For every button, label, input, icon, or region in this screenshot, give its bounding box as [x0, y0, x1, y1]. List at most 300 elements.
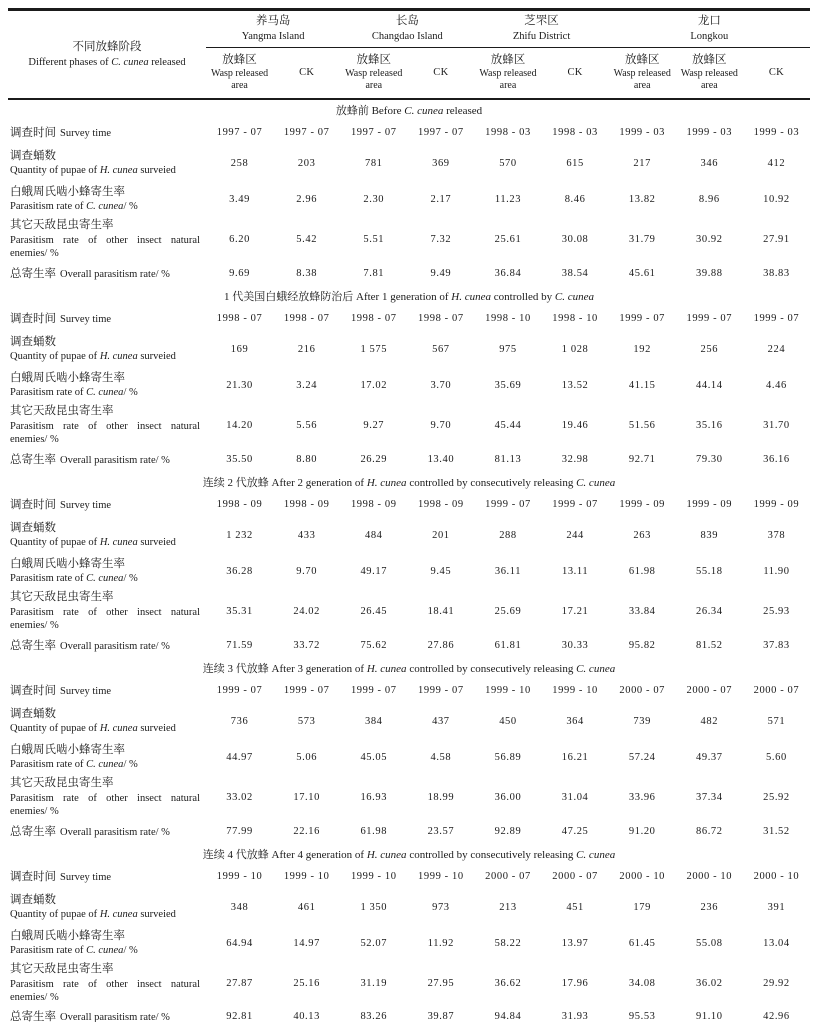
data-cell: 31.19: [360, 977, 388, 989]
data-cell: 38.83: [763, 267, 790, 279]
row-label-zh: 调查时间: [10, 685, 56, 698]
data-cell: 40.13: [293, 1010, 320, 1022]
data-cell: 1998 - 07: [283, 313, 330, 325]
row-label-en: Quantity of pupae of H. cunea surveied: [10, 351, 176, 363]
data-cell: 450: [499, 715, 517, 727]
row-label-en: Parasitism rate of other insect natural enemies/ %: [10, 234, 200, 259]
data-cell: 31.04: [561, 791, 589, 803]
data-cell: 17.96: [561, 977, 589, 989]
data-cell: 22.16: [293, 825, 320, 837]
data-cell: 217: [633, 157, 651, 169]
data-cell: 364: [566, 715, 584, 727]
data-cell: 37.34: [696, 791, 723, 803]
data-cell: 36.00: [494, 791, 522, 803]
data-cell: 32.98: [561, 453, 589, 465]
data-cell: 1998 - 09: [350, 499, 397, 511]
table-row: [8, 447, 810, 471]
row-label-pupae: [8, 889, 206, 925]
data-cell: 10.92: [763, 193, 790, 205]
wasp-area-en: Wasp released area: [345, 68, 403, 92]
data-cell: 484: [364, 529, 383, 541]
row-label-zh: 总寄生率: [10, 453, 56, 466]
row-label-en: Survey time: [60, 500, 112, 512]
table-head: [8, 10, 810, 100]
section-header-row-1: [8, 99, 810, 120]
data-cell: 369: [432, 157, 450, 169]
data-cell: 83.26: [360, 1010, 388, 1022]
data-cell: 55.08: [696, 937, 723, 949]
data-cell: 736: [230, 715, 249, 727]
data-cell: 17.21: [561, 605, 589, 617]
data-cell: 31.70: [763, 419, 790, 431]
data-cell: 203: [297, 157, 316, 169]
data-cell: 1999 - 09: [619, 499, 666, 511]
data-cell: 36.02: [696, 977, 723, 989]
data-cell: 45.61: [628, 267, 656, 279]
data-cell: 25.61: [494, 233, 522, 245]
data-cell: 8.80: [296, 453, 318, 465]
data-cell: 567: [432, 343, 450, 355]
data-cell: 839: [700, 529, 719, 541]
data-cell: 13.97: [561, 937, 589, 949]
data-cell: 71.59: [226, 639, 253, 651]
data-cell: 45.44: [494, 419, 522, 431]
data-cell: 13.04: [763, 937, 790, 949]
col-head-wasp-area-4: [609, 47, 676, 99]
data-cell: 1999 - 10: [418, 871, 464, 883]
col-head-wasp-area-5: [676, 47, 743, 99]
row-label-en: Parasitism rate of C. cunea/ %: [10, 945, 138, 957]
data-cell: 25.93: [763, 605, 790, 617]
data-cell: 975: [499, 343, 517, 355]
data-cell: 35.31: [226, 605, 253, 617]
row-label-en: Overall parasitism rate/ %: [60, 640, 170, 652]
data-cell: 36.16: [763, 453, 790, 465]
col-head-wasp-area-2: [340, 47, 407, 99]
data-cell: 570: [499, 157, 517, 169]
section-header-row-2: [8, 285, 810, 306]
data-cell: 5.06: [296, 751, 318, 763]
data-cell: 1999 - 07: [753, 313, 800, 325]
row-label-zh: 总寄生率: [10, 267, 56, 280]
data-cell: 64.94: [226, 937, 253, 949]
data-cell: 36.62: [494, 977, 522, 989]
row-label-en: Parasitism rate of C. cunea/ %: [10, 387, 138, 399]
location-zh: 芝罘区: [524, 15, 559, 27]
data-cell: 179: [633, 901, 651, 913]
data-cell: 1999 - 07: [283, 685, 330, 697]
data-cell: 14.20: [226, 419, 253, 431]
table-body: [8, 99, 810, 1022]
data-cell: 573: [297, 715, 316, 727]
row-label-zh: 白蛾周氏啮小蜂寄生率: [10, 743, 125, 756]
row-label-en: Survey time: [60, 872, 112, 884]
col-head-wasp-area-3: [474, 47, 541, 99]
data-cell: 77.99: [226, 825, 253, 837]
data-cell: 169: [230, 343, 249, 355]
data-cell: 29.92: [763, 977, 790, 989]
data-cell: 26.29: [360, 453, 388, 465]
table-row: [8, 331, 810, 367]
data-cell: 56.89: [494, 751, 522, 763]
data-cell: 378: [767, 529, 786, 541]
data-cell: 16.93: [360, 791, 388, 803]
section-header: 连续 3 代放蜂 After 3 generation of H. cunea controlled by consecutively releasing C. cunea: [202, 662, 616, 675]
row-label-overall-rate: [8, 447, 206, 471]
location-zh: 长岛: [395, 15, 419, 27]
row-label-en: Quantity of pupae of H. cunea surveied: [10, 537, 176, 549]
data-cell: 49.17: [360, 565, 388, 577]
data-cell: 1 028: [561, 343, 589, 355]
data-cell: 1999 - 07: [686, 313, 733, 325]
table-row: [8, 553, 810, 589]
data-cell: 9.45: [430, 565, 452, 577]
data-cell: 8.96: [698, 193, 720, 205]
data-cell: 95.82: [628, 639, 656, 651]
data-cell: 346: [700, 157, 719, 169]
data-cell: 615: [566, 157, 584, 169]
row-label-zh: 其它天敌昆虫寄生率: [10, 963, 114, 976]
data-cell: 1999 - 03: [686, 127, 733, 139]
data-cell: 7.32: [430, 233, 452, 245]
row-label-zh: 白蛾周氏啮小蜂寄生率: [10, 371, 125, 384]
data-cell: 30.08: [561, 233, 589, 245]
data-cell: 461: [297, 901, 316, 913]
data-cell: 1 232: [226, 529, 253, 541]
data-cell: 27.87: [226, 977, 253, 989]
data-cell: 81.13: [494, 453, 522, 465]
data-cell: 61.98: [360, 825, 388, 837]
wasp-area-zh: 放蜂区: [490, 53, 526, 66]
data-cell: 36.84: [494, 267, 522, 279]
data-cell: 1997 - 07: [283, 127, 330, 139]
wasp-area-en: Wasp released area: [613, 68, 671, 92]
data-cell: 8.38: [296, 267, 318, 279]
data-cell: 61.81: [494, 639, 522, 651]
row-label-survey-time: [8, 306, 206, 331]
location-header-changdao-island: [340, 10, 474, 48]
row-label-survey-time: [8, 492, 206, 517]
row-label-zh: 调查时间: [10, 313, 56, 326]
data-cell: 258: [230, 157, 249, 169]
table-row: [8, 925, 810, 961]
data-cell: 11.92: [427, 937, 454, 949]
table-row: [8, 678, 810, 703]
data-cell: 216: [297, 343, 316, 355]
data-cell: 79.30: [696, 453, 723, 465]
data-cell: 51.56: [628, 419, 656, 431]
row-label-ccunea-rate: [8, 181, 206, 217]
col-head-ck-2: CK: [407, 47, 474, 99]
row-label-en: Survey time: [60, 128, 112, 140]
data-cell: 2000 - 07: [686, 685, 733, 697]
data-cell: 384: [364, 715, 383, 727]
data-cell: 36.11: [494, 565, 522, 577]
data-cell: 91.10: [696, 1010, 723, 1022]
location-en: Zhifu District: [512, 30, 571, 42]
data-cell: 2.96: [296, 193, 318, 205]
data-cell: 571: [767, 715, 786, 727]
location-header-zhifu-district: [474, 10, 608, 48]
data-cell: 1999 - 10: [485, 685, 531, 697]
table-row: [8, 961, 810, 1005]
row-header-en: Different phases of C. cunea released: [28, 56, 186, 68]
data-cell: 192: [633, 343, 651, 355]
location-en: Changdao Island: [371, 30, 443, 42]
row-label-en: Parasitism rate of C. cunea/ %: [10, 201, 138, 213]
data-cell: 1999 - 10: [216, 871, 263, 883]
data-cell: 61.45: [628, 937, 656, 949]
row-label-zh: 调查蛹数: [10, 707, 56, 720]
row-label-zh: 其它天敌昆虫寄生率: [10, 405, 114, 418]
section-header-row-4: [8, 657, 810, 678]
data-cell: 1999 - 03: [753, 127, 800, 139]
table-row: [8, 703, 810, 739]
data-cell: 1999 - 03: [619, 127, 666, 139]
data-cell: 9.70: [430, 419, 452, 431]
data-cell: 35.16: [696, 419, 723, 431]
table-row: [8, 633, 810, 657]
data-cell: 1999 - 10: [283, 871, 330, 883]
data-cell: 1999 - 10: [350, 871, 397, 883]
data-cell: 1998 - 03: [552, 127, 598, 139]
table-row: [8, 217, 810, 261]
table-row: [8, 306, 810, 331]
data-cell: 236: [700, 901, 719, 913]
data-cell: 27.86: [427, 639, 455, 651]
row-label-survey-time: [8, 864, 206, 889]
row-label-en: Survey time: [60, 686, 112, 698]
section-header: 连续 4 代放蜂 After 4 generation of H. cunea controlled by consecutively releasing C. cunea: [202, 848, 616, 861]
parasitism-table: [8, 8, 810, 1022]
data-cell: 1999 - 07: [485, 499, 531, 511]
data-cell: 36.28: [226, 565, 253, 577]
data-cell: 47.25: [561, 825, 589, 837]
data-cell: 739: [633, 715, 651, 727]
row-label-survey-time: [8, 678, 206, 703]
data-cell: 92.89: [494, 825, 522, 837]
row-label-other-rate: [8, 403, 206, 447]
data-cell: 35.50: [226, 453, 253, 465]
row-label-overall-rate: [8, 633, 206, 657]
row-label-zh: 调查时间: [10, 871, 56, 884]
data-cell: 5.42: [296, 233, 318, 245]
col-head-ck-3: CK: [542, 47, 609, 99]
data-cell: 224: [767, 343, 786, 355]
row-label-zh: 总寄生率: [10, 825, 56, 838]
row-label-zh: 调查蛹数: [10, 335, 56, 348]
data-cell: 21.30: [226, 379, 253, 391]
data-cell: 92.71: [628, 453, 656, 465]
data-cell: 94.84: [494, 1010, 522, 1022]
data-cell: 24.02: [293, 605, 320, 617]
data-cell: 5.60: [766, 751, 787, 763]
data-cell: 41.15: [628, 379, 656, 391]
data-cell: 4.58: [430, 751, 452, 763]
data-cell: 13.82: [628, 193, 656, 205]
wasp-area-en: Wasp released area: [210, 68, 269, 92]
data-cell: 86.72: [696, 825, 723, 837]
data-cell: 9.49: [430, 267, 452, 279]
table-row: [8, 120, 810, 145]
table-row: [8, 492, 810, 517]
row-label-en: Parasitism rate of other insect natural enemies/ %: [10, 420, 200, 445]
data-cell: 92.81: [226, 1010, 253, 1022]
data-cell: 1999 - 10: [552, 685, 598, 697]
data-cell: 9.27: [363, 419, 385, 431]
data-cell: 348: [230, 901, 249, 913]
row-label-other-rate: [8, 217, 206, 261]
section-header: 放蜂前 Before C. cunea released: [335, 105, 483, 118]
row-label-pupae: [8, 331, 206, 367]
wasp-area-en: Wasp released area: [680, 68, 738, 92]
data-cell: 16.21: [561, 751, 589, 763]
data-cell: 2000 - 10: [753, 871, 800, 883]
row-label-pupae: [8, 703, 206, 739]
data-cell: 1999 - 07: [418, 685, 464, 697]
row-label-other-rate: [8, 589, 206, 633]
table-row: [8, 145, 810, 181]
col-head-ck-1: CK: [273, 47, 340, 99]
data-cell: 26.45: [360, 605, 388, 617]
data-cell: 45.05: [360, 751, 388, 763]
data-cell: 18.41: [427, 605, 455, 617]
table-row: [8, 181, 810, 217]
section-header: 连续 2 代放蜂 After 2 generation of H. cunea controlled by consecutively releasing C. cunea: [202, 476, 616, 489]
row-label-pupae: [8, 517, 206, 553]
data-cell: 2000 - 07: [485, 871, 531, 883]
data-cell: 49.37: [696, 751, 723, 763]
row-label-overall-rate: [8, 819, 206, 843]
row-label-zh: 其它天敌昆虫寄生率: [10, 591, 114, 604]
row-label-other-rate: [8, 775, 206, 819]
table-row: [8, 864, 810, 889]
table-row: [8, 775, 810, 819]
table-row: [8, 261, 810, 285]
table-row: [8, 819, 810, 843]
data-cell: 44.97: [226, 751, 253, 763]
data-cell: 288: [499, 529, 517, 541]
data-cell: 5.56: [296, 419, 318, 431]
row-label-en: Quantity of pupae of H. cunea surveied: [10, 909, 176, 921]
section-header-row-5: [8, 843, 810, 864]
row-label-en: Overall parasitism rate/ %: [60, 1012, 170, 1022]
wasp-area-zh: 放蜂区: [222, 53, 257, 66]
data-cell: 9.69: [229, 267, 250, 279]
row-label-en: Quantity of pupae of H. cunea surveied: [10, 165, 176, 177]
data-cell: 58.22: [494, 937, 522, 949]
row-label-en: Parasitism rate of C. cunea/ %: [10, 759, 138, 771]
row-label-en: Parasitism rate of C. cunea/ %: [10, 573, 138, 585]
data-cell: 14.97: [293, 937, 320, 949]
data-cell: 8.46: [564, 193, 586, 205]
data-cell: 23.57: [427, 825, 455, 837]
data-cell: 13.40: [427, 453, 455, 465]
row-label-en: Overall parasitism rate/ %: [60, 268, 170, 280]
row-label-pupae: [8, 145, 206, 181]
data-cell: 57.24: [628, 751, 656, 763]
row-label-ccunea-rate: [8, 925, 206, 961]
data-cell: 5.51: [363, 233, 385, 245]
data-cell: 1 350: [360, 901, 388, 913]
data-cell: 451: [566, 901, 584, 913]
table-row: [8, 739, 810, 775]
data-cell: 27.95: [427, 977, 455, 989]
data-cell: 2000 - 07: [753, 685, 800, 697]
data-cell: 1999 - 07: [619, 313, 666, 325]
data-cell: 1998 - 09: [418, 499, 464, 511]
data-cell: 2000 - 07: [552, 871, 598, 883]
data-cell: 781: [364, 157, 383, 169]
row-label-zh: 白蛾周氏啮小蜂寄生率: [10, 557, 125, 570]
data-cell: 25.92: [763, 791, 790, 803]
row-label-zh: 白蛾周氏啮小蜂寄生率: [10, 929, 125, 942]
row-label-en: Survey time: [60, 314, 112, 326]
data-cell: 26.34: [696, 605, 723, 617]
data-cell: 1 575: [360, 343, 388, 355]
data-cell: 31.52: [763, 825, 790, 837]
data-cell: 30.33: [561, 639, 589, 651]
data-cell: 9.70: [296, 565, 318, 577]
row-header-cell: [8, 10, 206, 100]
location-en: Longkou: [690, 30, 729, 42]
row-header-zh: 不同放蜂阶段: [72, 41, 142, 54]
data-cell: 75.62: [360, 639, 388, 651]
data-cell: 42.96: [763, 1010, 790, 1022]
location-zh: 养马岛: [255, 15, 291, 27]
data-cell: 1997 - 07: [418, 127, 464, 139]
data-cell: 17.10: [293, 791, 320, 803]
data-cell: 17.02: [360, 379, 388, 391]
data-cell: 1998 - 07: [418, 313, 464, 325]
data-cell: 1997 - 07: [216, 127, 263, 139]
row-label-zh: 总寄生率: [10, 639, 56, 652]
data-cell: 2000 - 10: [619, 871, 666, 883]
data-cell: 55.18: [696, 565, 723, 577]
location-header-yangma-island: [206, 10, 340, 48]
data-cell: 33.96: [628, 791, 656, 803]
row-label-survey-time: [8, 120, 206, 145]
data-cell: 31.93: [561, 1010, 589, 1022]
wasp-area-zh: 放蜂区: [356, 53, 392, 66]
wasp-area-zh: 放蜂区: [624, 53, 660, 66]
data-cell: 37.83: [763, 639, 790, 651]
data-cell: 52.07: [360, 937, 388, 949]
data-cell: 39.88: [696, 267, 723, 279]
data-cell: 81.52: [696, 639, 723, 651]
row-label-zh: 调查时间: [10, 127, 56, 140]
data-cell: 27.91: [763, 233, 790, 245]
data-cell: 1998 - 07: [216, 313, 263, 325]
location-zh: 龙口: [697, 15, 721, 27]
data-cell: 1999 - 07: [552, 499, 598, 511]
data-cell: 1998 - 10: [552, 313, 598, 325]
data-cell: 2000 - 07: [619, 685, 666, 697]
data-cell: 1997 - 07: [350, 127, 397, 139]
data-cell: 19.46: [561, 419, 589, 431]
data-cell: 35.69: [494, 379, 522, 391]
row-label-overall-rate: [8, 1005, 206, 1022]
data-cell: 973: [432, 901, 450, 913]
data-cell: 391: [767, 901, 786, 913]
row-label-other-rate: [8, 961, 206, 1005]
row-label-en: Overall parasitism rate/ %: [60, 454, 170, 466]
data-cell: 95.53: [628, 1010, 656, 1022]
data-cell: 33.72: [293, 639, 320, 651]
row-label-ccunea-rate: [8, 739, 206, 775]
data-cell: 7.81: [363, 267, 385, 279]
data-cell: 1998 - 03: [485, 127, 531, 139]
